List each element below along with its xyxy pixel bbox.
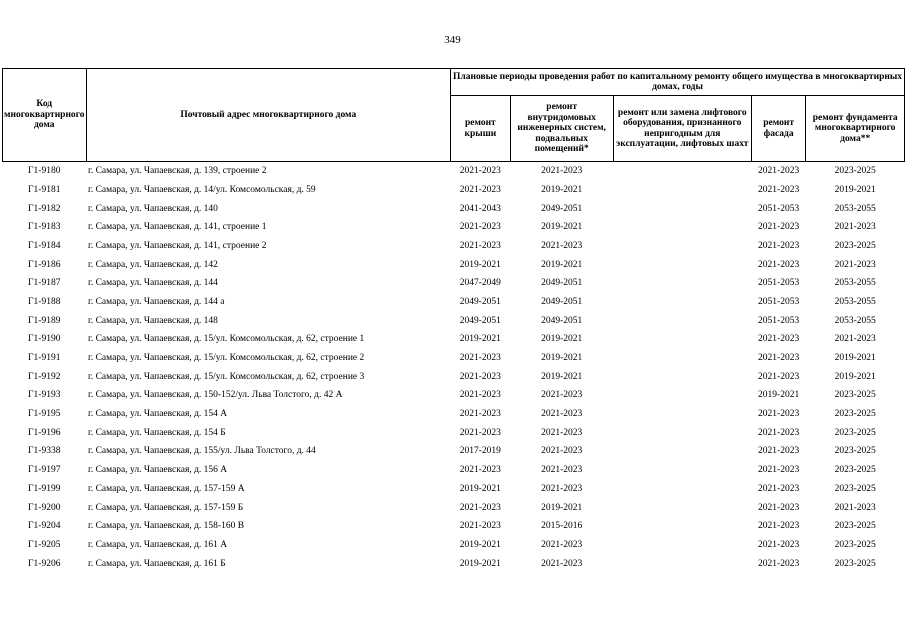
table-body (3, 162, 905, 574)
cell-roof: 2021-2023 (459, 409, 501, 420)
cell-elevator (613, 255, 751, 274)
cell-foundation: 2021-2023 (834, 259, 876, 270)
cell-address: г. Самара, ул. Чапаевская, д. 154 Б (88, 427, 226, 438)
cell-address: г. Самара, ул. Чапаевская, д. 14/ул. Комсомольская, д. 59 (88, 184, 316, 195)
cell-engineering: 2019-2021 (541, 184, 583, 195)
cell-address: г. Самара, ул. Чапаевская, д. 154 А (88, 409, 228, 420)
cell-code: Г1-9204 (28, 521, 61, 532)
cell-foundation: 2021-2023 (834, 334, 876, 345)
table-row (3, 293, 905, 312)
cell-address: г. Самара, ул. Чапаевская, д. 141, строение 1 (88, 222, 267, 233)
cell-address: г. Самара, ул. Чапаевская, д. 155/ул. Льва Толстого, д. 44 (88, 446, 316, 457)
cell-code: Г1-9338 (28, 446, 61, 457)
cell-code: Г1-9199 (28, 483, 61, 494)
cell-address: г. Самара, ул. Чапаевская, д. 144 а (88, 296, 225, 307)
cell-engineering: 2021-2023 (541, 483, 583, 494)
cell-address: г. Самара, ул. Чапаевская, д. 15/ул. Комсомольская, д. 62, строение 3 (88, 371, 365, 382)
cell-foundation: 2023-2025 (834, 390, 876, 401)
cell-address: г. Самара, ул. Чапаевская, д. 157-159 А (88, 483, 245, 494)
cell-engineering: 2021-2023 (541, 446, 583, 457)
cell-code: Г1-9180 (28, 166, 61, 177)
cell-elevator (613, 424, 751, 443)
cell-elevator (613, 536, 751, 555)
cell-elevator (613, 312, 751, 331)
cell-code: Г1-9187 (28, 278, 61, 289)
table-row (3, 517, 905, 536)
cell-roof: 2047-2049 (459, 278, 501, 289)
cell-address: г. Самара, ул. Чапаевская, д. 161 А (88, 539, 228, 550)
cell-facade: 2021-2023 (758, 371, 800, 382)
cell-elevator (613, 405, 751, 424)
cell-roof: 2019-2021 (459, 334, 501, 345)
cell-code: Г1-9181 (28, 184, 61, 195)
cell-address: г. Самара, ул. Чапаевская, д. 139, строение 2 (88, 166, 267, 177)
cell-engineering: 2049-2051 (541, 203, 583, 214)
cell-code: Г1-9189 (28, 315, 61, 326)
cell-facade: 2051-2053 (758, 278, 800, 289)
cell-engineering: 2021-2023 (541, 558, 583, 569)
cell-roof: 2021-2023 (459, 166, 501, 177)
cell-roof: 2049-2051 (459, 315, 501, 326)
cell-facade: 2021-2023 (758, 539, 800, 550)
header-roof: ремонт крыши (451, 96, 511, 162)
cell-roof: 2021-2023 (459, 353, 501, 363)
cell-elevator (613, 442, 751, 461)
cell-engineering: 2049-2051 (541, 278, 583, 289)
cell-roof: 2019-2021 (459, 539, 501, 550)
table-row (3, 349, 905, 368)
cell-elevator (613, 461, 751, 480)
cell-foundation: 2023-2025 (834, 539, 876, 550)
cell-elevator (613, 349, 751, 368)
cell-elevator (613, 480, 751, 499)
cell-roof: 2021-2023 (459, 184, 501, 195)
cell-elevator (613, 517, 751, 536)
cell-code: Г1-9183 (28, 222, 61, 233)
cell-foundation: 2023-2025 (834, 483, 876, 494)
cell-address: г. Самара, ул. Чапаевская, д. 15/ул. Комсомольская, д. 62, строение 1 (88, 334, 365, 345)
table-row (3, 424, 905, 443)
cell-elevator (613, 293, 751, 312)
table-row (3, 405, 905, 424)
table-row (3, 274, 905, 293)
cell-address: г. Самара, ул. Чапаевская, д. 150-152/ул. Льва Толстого, д. 42 А (88, 390, 343, 401)
cell-address: г. Самара, ул. Чапаевская, д. 161 Б (88, 558, 226, 569)
cell-roof: 2019-2021 (459, 558, 501, 569)
cell-facade: 2021-2023 (758, 409, 800, 420)
cell-foundation: 2023-2025 (834, 409, 876, 420)
cell-facade: 2021-2023 (758, 483, 800, 494)
table-row (3, 368, 905, 387)
cell-engineering: 2049-2051 (541, 296, 583, 307)
cell-roof: 2021-2023 (459, 427, 501, 438)
table-row (3, 386, 905, 405)
cell-elevator (613, 330, 751, 349)
table-row (3, 461, 905, 480)
cell-engineering: 2049-2051 (541, 315, 583, 326)
cell-code: Г1-9188 (28, 296, 61, 307)
cell-code: Г1-9193 (28, 390, 61, 401)
cell-engineering: 2019-2021 (541, 222, 583, 233)
cell-foundation: 2023-2025 (834, 465, 876, 476)
cell-engineering: 2021-2023 (541, 390, 583, 401)
header-facade: ремонт фасада (751, 96, 806, 162)
cell-address: г. Самара, ул. Чапаевская, д. 158-160 В (88, 521, 245, 532)
cell-foundation: 2019-2021 (834, 353, 876, 363)
cell-code: Г1-9191 (28, 353, 61, 363)
cell-roof: 2021-2023 (459, 465, 501, 476)
cell-code: Г1-9184 (28, 240, 61, 251)
cell-engineering: 2019-2021 (541, 259, 583, 270)
header-elevator: ремонт или замена лифтового оборудования, признанного непригодным для эксплуатации, лифтовых шахт (613, 96, 751, 162)
cell-address: г. Самара, ул. Чапаевская, д. 144 (88, 278, 218, 289)
cell-facade: 2021-2023 (758, 427, 800, 438)
table-row (3, 536, 905, 555)
cell-facade: 2021-2023 (758, 240, 800, 251)
cell-facade: 2021-2023 (758, 465, 800, 476)
cell-facade: 2051-2053 (758, 315, 800, 326)
cell-elevator (613, 181, 751, 200)
cell-roof: 2019-2021 (459, 259, 501, 270)
housing-repair-table (2, 68, 905, 573)
cell-elevator (613, 368, 751, 387)
header-foundation: ремонт фундамента многоквартирного дома** (806, 96, 905, 162)
cell-code: Г1-9195 (28, 409, 61, 420)
table-row (3, 312, 905, 331)
cell-engineering: 2019-2021 (541, 334, 583, 345)
page-number: 349 (444, 34, 461, 46)
table-row (3, 442, 905, 461)
cell-foundation: 2019-2021 (834, 184, 876, 195)
cell-foundation: 2019-2021 (834, 371, 876, 382)
table-row (3, 199, 905, 218)
cell-code: Г1-9186 (28, 259, 61, 270)
cell-foundation: 2023-2025 (834, 166, 876, 177)
table-row (3, 237, 905, 256)
cell-elevator (613, 274, 751, 293)
header-code: Код многоквартирного дома (3, 69, 87, 162)
cell-facade: 2021-2023 (758, 521, 800, 532)
table-row (3, 162, 905, 181)
cell-facade: 2021-2023 (758, 446, 800, 457)
cell-facade: 2021-2023 (758, 222, 800, 233)
cell-engineering: 2015-2016 (541, 521, 583, 532)
cell-address: г. Самара, ул. Чапаевская, д. 157-159 Б (88, 502, 244, 513)
cell-engineering: 2019-2021 (541, 371, 583, 382)
table-row (3, 554, 905, 573)
cell-foundation: 2053-2055 (834, 315, 876, 326)
table-row (3, 181, 905, 200)
table-row (3, 218, 905, 237)
header-engineering: ремонт внутридомовых инженерных систем, подвальных помещений* (510, 96, 613, 162)
cell-facade: 2021-2023 (758, 502, 800, 513)
cell-engineering: 2021-2023 (541, 409, 583, 420)
cell-roof: 2021-2023 (459, 521, 501, 532)
cell-facade: 2051-2053 (758, 296, 800, 307)
cell-code: Г1-9182 (28, 203, 61, 214)
cell-engineering: 2021-2023 (541, 240, 583, 251)
cell-address: г. Самара, ул. Чапаевская, д. 140 (88, 203, 218, 214)
table-row (3, 255, 905, 274)
cell-elevator (613, 162, 751, 181)
cell-roof: 2019-2021 (459, 483, 501, 494)
cell-facade: 2021-2023 (758, 353, 800, 363)
cell-code: Г1-9205 (28, 539, 61, 550)
cell-facade: 2021-2023 (758, 334, 800, 345)
cell-engineering: 2019-2021 (541, 353, 583, 363)
cell-code: Г1-9196 (28, 427, 61, 438)
cell-address: г. Самара, ул. Чапаевская, д. 141, строение 2 (88, 240, 267, 251)
cell-facade: 2021-2023 (758, 259, 800, 270)
cell-code: Г1-9206 (28, 558, 61, 569)
cell-foundation: 2053-2055 (834, 203, 876, 214)
cell-code: Г1-9190 (28, 334, 61, 345)
cell-facade: 2021-2023 (758, 558, 800, 569)
cell-foundation: 2053-2055 (834, 296, 876, 307)
cell-roof: 2021-2023 (459, 240, 501, 251)
cell-roof: 2021-2023 (459, 390, 501, 401)
cell-facade: 2051-2053 (758, 203, 800, 214)
cell-foundation: 2021-2023 (834, 222, 876, 233)
cell-elevator (613, 386, 751, 405)
cell-foundation: 2023-2025 (834, 446, 876, 457)
cell-elevator (613, 498, 751, 517)
cell-foundation: 2053-2055 (834, 278, 876, 289)
cell-roof: 2049-2051 (459, 296, 501, 307)
cell-elevator (613, 554, 751, 573)
cell-facade: 2019-2021 (758, 390, 800, 401)
cell-facade: 2021-2023 (758, 166, 800, 177)
table-row (3, 480, 905, 499)
cell-address: г. Самара, ул. Чапаевская, д. 142 (88, 259, 218, 270)
cell-engineering: 2021-2023 (541, 465, 583, 476)
cell-roof: 2021-2023 (459, 371, 501, 382)
cell-elevator (613, 237, 751, 256)
cell-foundation: 2023-2025 (834, 427, 876, 438)
cell-roof: 2041-2043 (459, 203, 501, 214)
header-address: Почтовый адрес многоквартирного дома (86, 69, 451, 162)
cell-roof: 2017-2019 (459, 446, 501, 457)
cell-engineering: 2019-2021 (541, 502, 583, 513)
cell-address: г. Самара, ул. Чапаевская, д. 15/ул. Комсомольская, д. 62, строение 2 (88, 353, 365, 363)
cell-address: г. Самара, ул. Чапаевская, д. 156 А (88, 465, 228, 476)
cell-elevator (613, 199, 751, 218)
cell-foundation: 2023-2025 (834, 521, 876, 532)
cell-elevator (613, 218, 751, 237)
cell-facade: 2021-2023 (758, 184, 800, 195)
cell-foundation: 2023-2025 (834, 240, 876, 251)
cell-engineering: 2021-2023 (541, 539, 583, 550)
cell-foundation: 2021-2023 (834, 502, 876, 513)
cell-foundation: 2023-2025 (834, 558, 876, 569)
cell-engineering: 2021-2023 (541, 166, 583, 177)
cell-address: г. Самара, ул. Чапаевская, д. 148 (88, 315, 218, 326)
cell-engineering: 2021-2023 (541, 427, 583, 438)
cell-code: Г1-9200 (28, 502, 61, 513)
cell-code: Г1-9192 (28, 371, 61, 382)
table-row (3, 330, 905, 349)
cell-code: Г1-9197 (28, 465, 61, 476)
cell-roof: 2021-2023 (459, 502, 501, 513)
header-planned-periods: Плановые периоды проведения работ по капитальному ремонту общего имущества в многоквартирных домах, годы (451, 69, 905, 96)
cell-roof: 2021-2023 (459, 222, 501, 233)
table-row (3, 498, 905, 517)
